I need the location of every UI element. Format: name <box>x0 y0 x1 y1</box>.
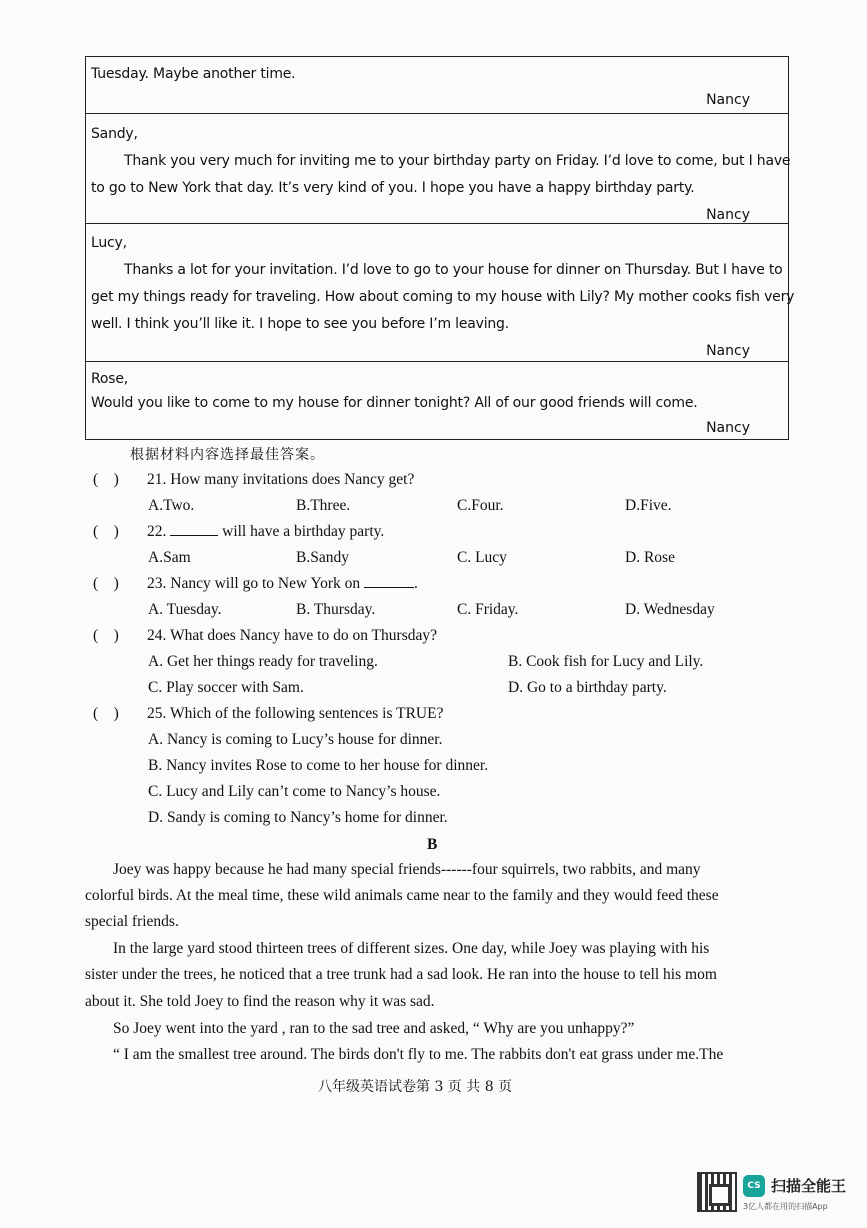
note-signature: Nancy <box>706 420 750 436</box>
answer-paren: ( ) <box>93 705 119 722</box>
option-b: B. Nancy invites Rose to come to her house for dinner. <box>148 757 489 774</box>
note-lucy <box>86 223 795 362</box>
option-b: B. Thursday. <box>296 601 376 618</box>
option-a: A. Nancy is coming to Lucy’s house for dinner. <box>148 731 443 748</box>
note-signature: Nancy <box>706 207 750 223</box>
answer-paren: ( ) <box>93 523 119 540</box>
option-c: C. Play soccer with Sam. <box>148 679 304 696</box>
option-a: A. Get her things ready for traveling. <box>148 653 378 670</box>
option-c: C. Lucy <box>457 549 507 566</box>
note-sandy <box>86 113 791 224</box>
option-c: C. Lucy and Lily can’t come to Nancy’s house. <box>148 783 441 800</box>
notes-table <box>85 56 795 440</box>
option-c: C. Friday. <box>457 601 519 618</box>
page-footer: 八年级英语试卷第 3 页 共 8 页 <box>318 1079 513 1095</box>
question-stem-post: . <box>414 575 418 592</box>
note-line: Would you like to come to my house for dinner tonight? All of our good friends will come. <box>91 395 698 411</box>
note-signature: Nancy <box>706 343 750 359</box>
answer-paren: ( ) <box>93 575 119 592</box>
note-line: to go to New York that day. It’s very kind of you. I hope you have a happy birthday party. <box>91 180 695 196</box>
question-stem: 21. How many invitations does Nancy get? <box>147 471 415 488</box>
option-d: D. Sandy is coming to Nancy’s home for dinner. <box>148 809 448 826</box>
question-stem-pre: 23. Nancy will go to New York on <box>147 575 361 592</box>
question-stem <box>147 575 418 593</box>
passage-line: Joey was happy because he had many special friends------four squirrels, two rabbits, and many <box>113 861 701 878</box>
section-b-heading: B <box>427 836 438 853</box>
question-stem-pre: 22. <box>147 523 167 540</box>
note-line: get my things ready for traveling. How about coming to my house with Lily? My mother cooks fish very <box>91 289 795 305</box>
note-signature: Nancy <box>706 92 750 108</box>
passage-line: colorful birds. At the meal time, these wild animals came near to the family and they would feed these <box>85 887 719 904</box>
passage-line: “ I am the smallest tree around. The birds don't fly to me. The rabbits don't eat grass under me.The <box>113 1046 724 1063</box>
option-d: D.Five. <box>625 497 672 514</box>
note-greeting: Lucy, <box>91 235 127 251</box>
note-line: Thank you very much for inviting me to your birthday party on Friday. I’d love to come, but I have <box>124 153 791 169</box>
option-b: B.Sandy <box>296 549 349 566</box>
answer-paren: ( ) <box>93 471 119 488</box>
passage-line: about it. She told Joey to find the reason why it was sad. <box>85 993 435 1010</box>
option-a: A. Tuesday. <box>148 601 222 618</box>
answer-paren: ( ) <box>93 627 119 644</box>
note-line: well. I think you’ll like it. I hope to see you before I’m leaving. <box>91 316 509 332</box>
option-b: B. Cook fish for Lucy and Lily. <box>508 653 704 670</box>
passage-line: special friends. <box>85 913 179 930</box>
note-tuesday <box>86 57 788 113</box>
option-d: D. Go to a birthday party. <box>508 679 667 696</box>
option-c: C.Four. <box>457 497 504 514</box>
answer-blank <box>364 575 414 588</box>
passage-line: sister under the trees, he noticed that a tree trunk had a sad look. He ran into the house to tell his mom <box>85 966 717 983</box>
question-stem-post: will have a birthday party. <box>222 523 385 540</box>
question-stem: 24. What does Nancy have to do on Thursday? <box>147 627 437 644</box>
question-stem: 25. Which of the following sentences is TRUE? <box>147 705 444 722</box>
qr-code-icon <box>697 1172 737 1212</box>
option-a: A.Sam <box>148 549 191 566</box>
note-greeting: Sandy, <box>91 126 138 142</box>
option-a: A.Two. <box>148 497 195 514</box>
question-stem <box>147 523 384 541</box>
note-rose <box>86 361 788 440</box>
instruction-text: 根据材料内容选择最佳答案。 <box>130 447 325 463</box>
option-d: D. Wednesday <box>625 601 715 618</box>
answer-blank <box>170 523 218 536</box>
passage-line: So Joey went into the yard , ran to the sad tree and asked, “ Why are you unhappy?” <box>113 1020 635 1037</box>
camscanner-name: 扫描全能王 <box>771 1177 847 1195</box>
passage-line: In the large yard stood thirteen trees of different sizes. One day, while Joey was playing with his <box>113 940 710 957</box>
option-d: D. Rose <box>625 549 675 566</box>
note-greeting: Rose, <box>91 371 129 387</box>
camscanner-tagline: 3亿人都在用的扫描App <box>743 1202 828 1211</box>
note-line: Tuesday. Maybe another time. <box>91 66 296 82</box>
note-line: Thanks a lot for your invitation. I’d love to go to your house for dinner on Thursday. But I have to <box>124 262 783 278</box>
option-b: B.Three. <box>296 497 351 514</box>
camscanner-logo-icon: CS <box>743 1175 765 1197</box>
